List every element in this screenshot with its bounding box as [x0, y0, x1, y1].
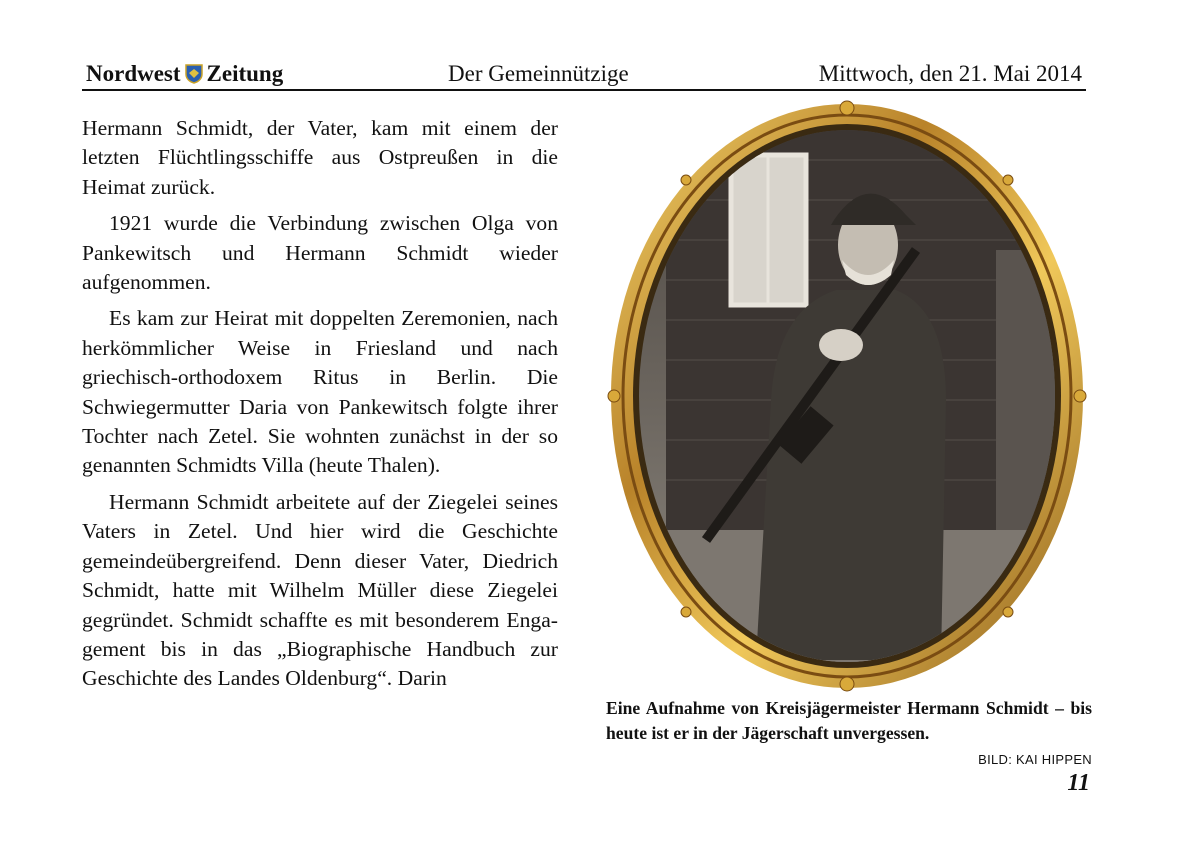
article-paragraph: Es kam zur Heirat mit doppelten Zeremonien, nach herkömmlicher Weise in Friesland und nach griechisch-orthodoxem Ritus in Berlin. Die Schwiegermutter Daria von Pankewitsch folgte ihrer Tochter nach Zetel. Sie wohnten zunächst in der so genannten Schmidts Villa (heute Thalen). [82, 306, 558, 478]
article-paragraph: 1921 wurde die Verbindung zwischen Olga von Pankewitsch und Hermann Schmidt wieder aufgenommen. [82, 211, 558, 295]
publication-title: Der Gemeinnützige [448, 61, 629, 86]
article-paragraph: Hermann Schmidt arbeitete auf der Ziegelei seines Vaters in Zetel. Und hier wird die Geschichte gemeindeübergreifend. Denn dieser Vater, Diedrich Schmidt, hatte mit Wilhelm Müller diese Ziegelei gegründet. Schmidt schaffte es mit besonderem Engagement bis in das „Biographische Handbuch zur Geschichte des Landes Oldenburg“. Darin [82, 489, 558, 691]
framed-portrait-photo [606, 100, 1088, 692]
page-number: 11 [1067, 770, 1090, 796]
coat-of-arms-icon [185, 64, 203, 84]
article-column [82, 114, 558, 701]
issue-date: Mittwoch, den 21. Mai 2014 [818, 61, 1082, 86]
newspaper-masthead [86, 61, 283, 87]
article-paragraph: Hermann Schmidt, der Vater, kam mit einem der letzten Flüchtlingsschiffe aus Ostpreußen in die Heimat zurück. [82, 116, 558, 199]
masthead-nordwest: Nordwest [86, 61, 181, 86]
page-header [82, 56, 1086, 91]
photo-credit: BILD: KAI HIPPEN [978, 752, 1092, 767]
masthead-zeitung: Zeitung [206, 61, 284, 86]
photo-caption: Eine Aufnahme von Kreisjägermeister Hermann Schmidt – bis heute ist er in der Jägerschaft unvergessen. [606, 698, 1092, 743]
